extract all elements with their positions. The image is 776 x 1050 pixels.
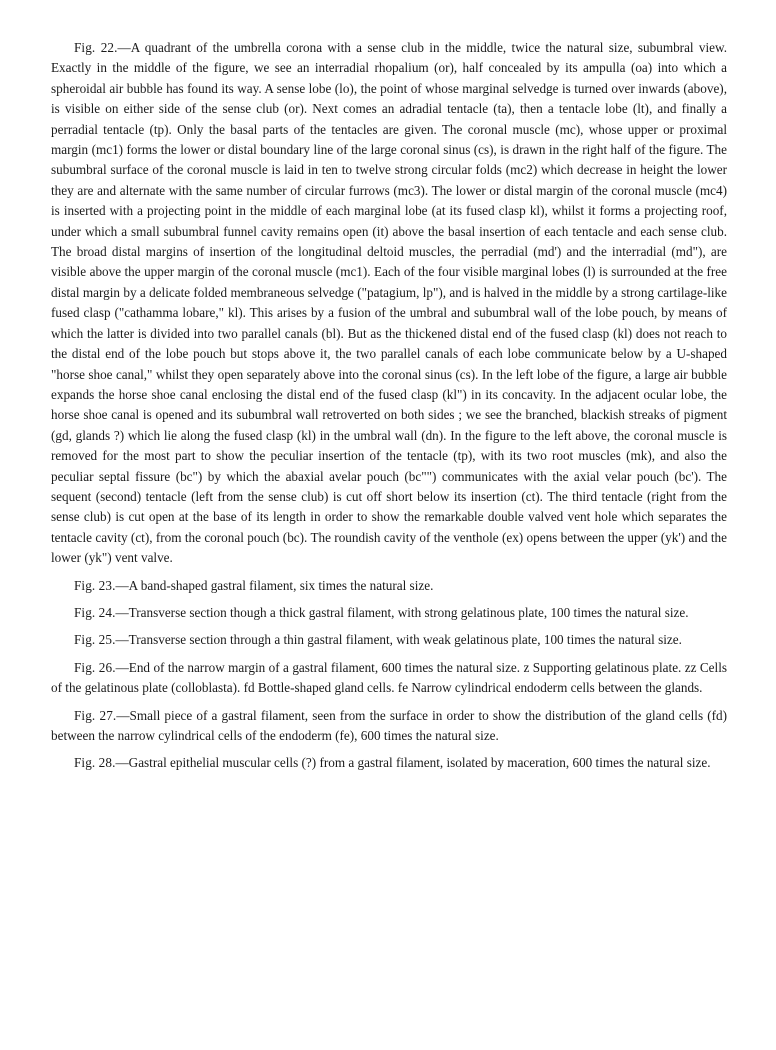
caption-text: —Gastral epithelial muscular cells (?) from a gastral filament, isolated by maceration, 600 times the natural size. [115,755,711,771]
figure-caption-23 [51,576,727,596]
figure-caption-22 [51,38,727,569]
figure-label: Fig. 26. [74,659,116,675]
figure-caption-24 [51,603,727,623]
figure-label: Fig. 27. [74,707,117,723]
figure-caption-26 [51,658,727,699]
figure-label: Fig. 28. [74,755,116,771]
caption-text: —Small piece of a gastral filament, seen from the surface in order to show the distribution of the gland cells (fd) between the narrow cylindrical cells of the endoderm (fe), 600 times the natural size. [51,707,727,743]
figure-label: Fig. 25. [74,632,116,648]
document-page [51,38,727,781]
figure-caption-28 [51,753,727,773]
caption-text: —Transverse section though a thick gastral filament, with strong gelatinous plate, 100 times the natural size. [115,604,689,620]
figure-label: Fig. 23. [74,577,116,593]
caption-text: —A quadrant of the umbrella corona with a sense club in the middle, twice the natural size, subumbral view. Exactly in the middle of the figure, we see an interradial rhopalium (or), half concealed by its ampulla (oa) into which a spheroidal air bubble has found its way. A sense lobe (lo), the point of whose marginal selvedge is turned over inwards (above), is visible on either side of the sense club (or). Next comes an adradial tentacle (ta), then a tentacle lobe (lt), and finally a perradial tentacle (tp). Only the basal parts of the tentacles are given. The coronal muscle (mc), whose upper or proximal margin (mc1) forms the lower or distal boundary line of the large coronal sinus (cs), is drawn in the right half of the figure. The subumbral surface of the coronal muscle is laid in ten to twelve strong circular folds (mc2) which decrease in height the lower they are and alternate with the same number of circular furrows (mc3). The lower or distal margin of the coronal muscle (mc4) is inserted with a projecting point in the middle of each marginal lobe (at its fused clasp kl), whilst it forms a projecting roof, under which a small subumbral funnel cavity remains open (it) above the basal insertion of each tentacle and each sense club. The broad distal margins of insertion of the longitudinal deltoid muscles, the perradial (md') and the interradial (md"), are visible above the upper margin of the coronal muscle (mc1). Each of the four visible marginal lobes (l) is surrounded at the free distal margin by a delicate folded membraneous selvedge ("patagium, lp"), and is halved in the middle by a strong cartilage-like fused clasp ("cathamma lobare," kl). This arises by a fusion of the umbral and subumbral wall of the lobe pouch, by means of which the latter is divided into two parallel canals (bl). But as the thickened distal end of the fused clasp (kl) does not reach to the distal end of the lobe pouch but stops above it, the two parallel canals of each lobe communicate below by a U-shaped "horse shoe canal," whilst they open separately above into the coronal sinus (cs). In the left lobe of the figure, a large air bubble expands the horse shoe canal enclosing the distal end of the fused clasp (kl") in its concavity. In the adjacent ocular lobe, the horse shoe canal is opened and its subumbral wall retroverted on both sides ; we see the branched, blackish streaks of pigment (gd, glands ?) which lie along the fused clasp (kl) in the umbral wall (dn). In the figure to the left above, the coronal muscle is removed for the most part to show the peculiar insertion of the tentacle (tp), with its two root muscles (mk), and also the peculiar septal fissure (bc") by which the abaxial avelar pouch (bc"") communicates with the axial velar pouch (bc'). The sequent (second) tentacle (left from the sense club) is cut off short below its insertion (ct). The third tentacle (right from the sense club) is cut open at the base of its length in order to show the remarkable double valved vent hole which separates the tentacle cavity (ct), from the coronal pouch (bc). The roundish cavity of the venthole (ex) opens between the upper (yk') and the lower (yk") vent valve. [51,40,727,566]
figure-caption-27 [51,706,727,747]
figure-label: Fig. 24. [74,604,116,620]
figure-caption-25 [51,630,727,650]
caption-text: —A band-shaped gastral filament, six times the natural size. [115,577,434,593]
caption-text: —Transverse section through a thin gastral filament, with weak gelatinous plate, 100 times the natural size. [115,632,682,648]
figure-label: Fig. 22. [74,40,118,55]
caption-text: —End of the narrow margin of a gastral filament, 600 times the natural size. z Supporting gelatinous plate. zz Cells of the gelatinous plate (colloblasta). fd Bottle-shaped gland cells. fe Narrow cylindrical endoderm cells between the glands. [51,659,727,696]
